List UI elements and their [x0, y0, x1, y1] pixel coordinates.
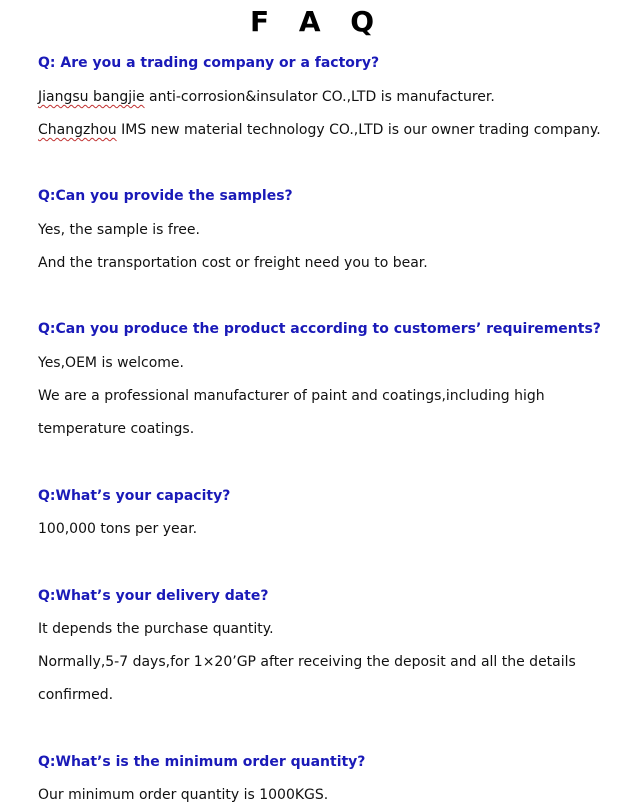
- answer-text: anti-corrosion&insulator CO.,LTD is manufacturer.: [144, 89, 495, 105]
- faq-question-moq: Q:What’s is the minimum order quantity?: [38, 754, 366, 770]
- faq-answer-line: Normally,5-7 days,for 1×20’GP after receiving the deposit and all the details: [38, 654, 576, 670]
- faq-answer-line: Yes, the sample is free.: [38, 222, 200, 238]
- faq-question-capacity: Q:What’s your capacity?: [38, 488, 231, 504]
- page-title: F A Q: [249, 5, 385, 38]
- faq-question-trading: Q: Are you a trading company or a factory?: [38, 55, 380, 71]
- faq-question-customization: Q:Can you produce the product according to customers’ requirements?: [38, 321, 601, 337]
- faq-answer-line: Yes,OEM is welcome.: [38, 355, 184, 371]
- faq-answer-line: [38, 120, 601, 140]
- company-name: Jiangsu bangjie: [38, 89, 145, 105]
- faq-answer-line: [38, 87, 495, 107]
- faq-answer-line: confirmed.: [38, 687, 114, 703]
- faq-answer-line: Our minimum order quantity is 1000KGS.: [38, 787, 329, 803]
- faq-answer-line: And the transportation cost or freight need you to bear.: [38, 255, 428, 271]
- faq-answer-line: 100,000 tons per year.: [38, 521, 198, 537]
- faq-question-samples: Q:Can you provide the samples?: [38, 188, 293, 204]
- faq-answer-line: It depends the purchase quantity.: [38, 621, 274, 637]
- faq-question-delivery: Q:What’s your delivery date?: [38, 588, 269, 604]
- answer-text: IMS new material technology CO.,LTD is our owner trading company.: [116, 122, 601, 138]
- faq-answer-line: temperature coatings.: [38, 421, 195, 437]
- company-name: Changzhou: [38, 122, 117, 138]
- faq-answer-line: We are a professional manufacturer of paint and coatings,including high: [38, 388, 545, 404]
